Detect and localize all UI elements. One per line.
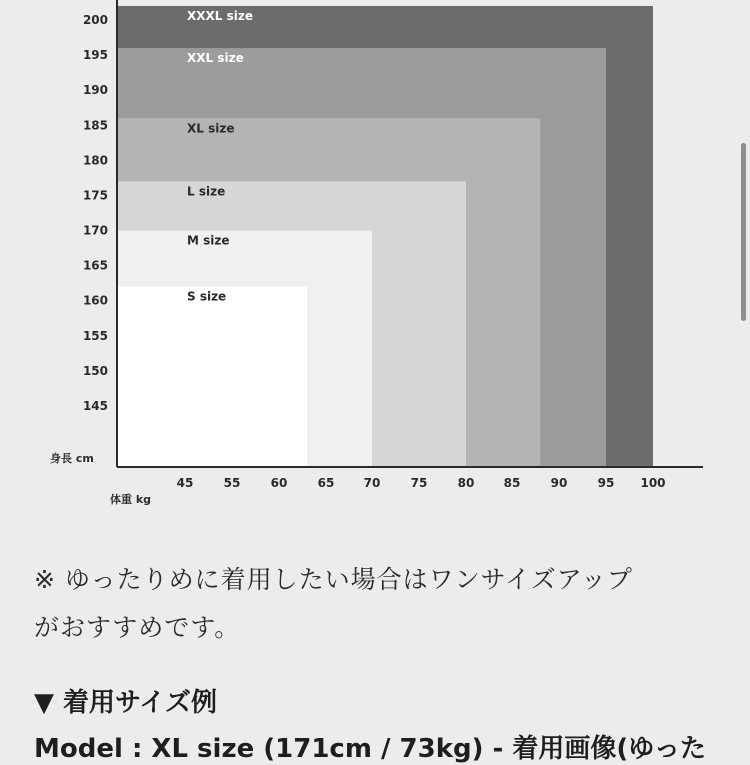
- y-tick-200: 200: [82, 13, 108, 27]
- x-tick-60: 60: [270, 476, 288, 490]
- note-line-1: ※ ゆったりめに着用したい場合はワンサイズアップ: [34, 565, 633, 594]
- scrollbar-thumb[interactable]: [741, 143, 746, 321]
- x-tick-labels: [177, 476, 666, 490]
- y-tick-170: 170: [82, 223, 108, 238]
- wearing-size-heading: ▼ 着用サイズ例: [34, 688, 217, 718]
- size-label-m-size: M size: [187, 233, 230, 248]
- y-tick-185: 185: [82, 118, 108, 133]
- x-tick-100: 100: [640, 476, 666, 490]
- size-up-note: [34, 556, 714, 652]
- y-axis-title: 身長 cm: [50, 452, 94, 465]
- x-axis-title: 体重 kg: [110, 493, 152, 506]
- x-tick-90: 90: [550, 476, 568, 490]
- y-tick-145: 145: [82, 399, 108, 413]
- x-tick-95: 95: [597, 476, 615, 490]
- x-tick-65: 65: [317, 476, 335, 490]
- y-tick-195: 195: [82, 48, 108, 63]
- y-tick-155: 155: [82, 328, 108, 343]
- y-tick-160: 160: [82, 293, 108, 308]
- y-tick-190: 190: [82, 83, 108, 98]
- note-line-2: がおすすめです。: [34, 613, 241, 642]
- size-label-xxl-size: XXL size: [187, 51, 244, 66]
- size-label-xxxl-size: XXXL size: [187, 8, 253, 23]
- size-label-xl-size: XL size: [187, 121, 235, 136]
- y-tick-175: 175: [82, 188, 108, 203]
- model-size-text: Model : XL size (171cm / 73kg) - 着用画像(ゆった: [34, 734, 707, 764]
- x-tick-70: 70: [363, 476, 381, 490]
- x-tick-45: 45: [176, 476, 194, 490]
- y-tick-180: 180: [82, 153, 108, 168]
- y-tick-165: 165: [82, 258, 108, 273]
- y-tick-labels: [83, 13, 108, 413]
- x-tick-80: 80: [457, 476, 475, 490]
- size-regions: [117, 6, 653, 467]
- x-tick-85: 85: [503, 476, 521, 490]
- size-label-l-size: L size: [187, 184, 226, 199]
- x-tick-55: 55: [223, 476, 241, 490]
- y-tick-150: 150: [82, 363, 108, 378]
- size-label-s-size: S size: [187, 289, 227, 304]
- size-region-s-size: [117, 287, 307, 467]
- x-tick-75: 75: [410, 476, 428, 490]
